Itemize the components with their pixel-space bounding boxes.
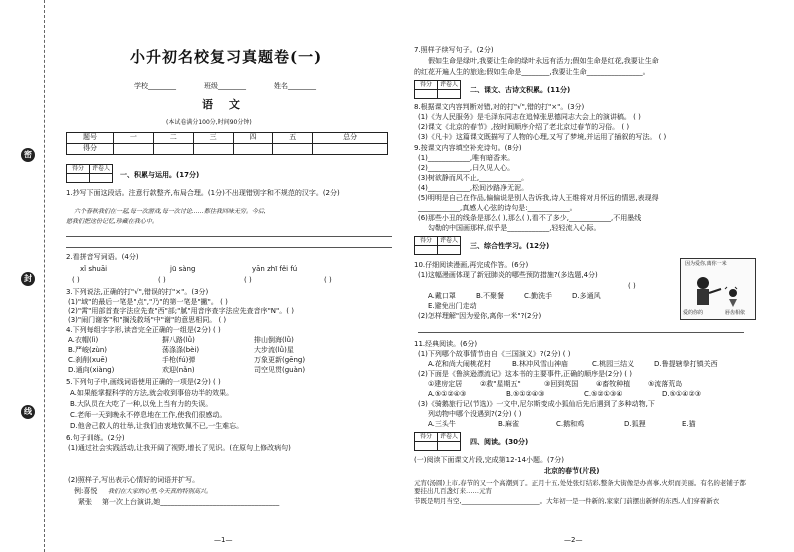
q11-1-option-b[interactable]: B.林冲风雪山神庙 bbox=[512, 360, 569, 368]
q10-answer-blank[interactable]: ( ) bbox=[628, 282, 636, 290]
q4-option-d-1[interactable]: D.通向(xiàng) bbox=[68, 366, 115, 374]
q4-option-d-2: 欢迎(nǎn) bbox=[162, 366, 195, 374]
q4-option-a-2: 摒八路(lǜ) bbox=[162, 336, 195, 344]
reading-1-title: 北京的春节(片段) bbox=[544, 467, 600, 475]
grader-person-cell[interactable] bbox=[90, 174, 113, 183]
q10-part1: (1)这幅漫画体现了新冠肺炎的哪些预防措施?(多选题,4分) bbox=[418, 271, 598, 279]
score-cell[interactable] bbox=[193, 144, 233, 155]
class-label: 班级________ bbox=[204, 82, 246, 90]
q9-item-6[interactable]: (6)那些小丑的线条是那么( ),那么( ),看不了多少,____________,不用墨线 bbox=[418, 214, 642, 222]
q9-prompt: 9.按课文内容填空补充诗句。(8分) bbox=[414, 144, 522, 152]
q4-option-c-2: 手枪(fú)弹 bbox=[162, 356, 196, 364]
q4-option-b-2: 荡涤涤(bèi) bbox=[162, 346, 200, 354]
name-label: 姓名________ bbox=[274, 82, 316, 90]
q3-item-1: (1)"域"的最后一笔是"点","乃"的第一笔是"撇"。 ( ) bbox=[68, 298, 228, 306]
q11-3-option-c[interactable]: C.鹅和鸡 bbox=[556, 420, 585, 428]
q11-2-option-a[interactable]: A.⑤①②④③ bbox=[428, 390, 467, 398]
q9-item-1[interactable]: (1)____________,唯有暗香来。 bbox=[418, 154, 515, 162]
q4-option-a-1[interactable]: A.衣帽(lì) bbox=[68, 336, 99, 344]
q5-option-d[interactable]: D.他舍己救人的壮举,让我们由衷地钦佩不已,一生难忘。 bbox=[70, 422, 244, 430]
grader-score-cell[interactable] bbox=[67, 174, 90, 183]
q6-prompt: 6.句子训练。(2分) bbox=[66, 434, 125, 442]
q2-pinyin-2: jū sàng bbox=[170, 265, 196, 273]
q3-prompt: 3.下列说法,正确的打"√",错误的打"×"。(3分) bbox=[66, 288, 209, 296]
q7-text-line2[interactable]: 的红花开遍人生的旅途;假如生命是________,我要让生命________________。 bbox=[414, 68, 650, 76]
q11-3-option-e[interactable]: E.猫 bbox=[682, 420, 696, 428]
q8-prompt: 8.根据课文内容判断对错,对的打"√",错的打"×"。(3分) bbox=[414, 103, 585, 111]
grader-score-cell[interactable] bbox=[415, 442, 438, 451]
q10-option-e[interactable]: E.避免出门走动 bbox=[428, 302, 477, 310]
q11-2-option-c[interactable]: C.⑤②①③④ bbox=[584, 390, 623, 398]
q11-2-item-4: ④畜牧种植 bbox=[596, 380, 631, 388]
q11-3-option-a[interactable]: A.三头牛 bbox=[428, 420, 456, 428]
q10-answer-line[interactable] bbox=[418, 332, 744, 333]
grader-score-cell[interactable] bbox=[415, 246, 438, 255]
covid-cartoon bbox=[680, 258, 756, 320]
score-cell[interactable] bbox=[114, 144, 154, 155]
q1-prompt: 1.抄写下面这段话。注意行款整齐,布局合理。(1分)不出现错别字和不规范的汉字。(2分) bbox=[66, 189, 340, 197]
score-cell[interactable] bbox=[313, 144, 388, 155]
q11-2-item-2: ②救"星期五" bbox=[480, 380, 521, 388]
q7-text-line1: 假如生命是绿叶,我要让生命的绿叶永远有活力;假如生命是红花,我要让生命 bbox=[428, 57, 659, 65]
score-header-cell: 总分 bbox=[313, 133, 388, 144]
q4-option-c-3: 万象更新(gēng) bbox=[254, 356, 306, 364]
grader-score-cell[interactable] bbox=[415, 90, 438, 99]
binding-margin bbox=[8, 0, 44, 552]
section-4-heading: 四、阅读。(30分) bbox=[470, 438, 529, 446]
binding-seal-1: 密 bbox=[21, 148, 35, 162]
binding-dashed-line bbox=[44, 0, 45, 552]
q11-part3: (3)《骑鹅旅行记(节选)》一文中,尼尔斯变成小狐仙后先后遇到了多种动物,下 bbox=[418, 400, 655, 408]
reading-1-paragraph-1: 元宵(汤圆)上市,春节的又一个高潮到了。正月十五,处处张灯结彩,整条大街像是办喜事,火炽而美丽。有名的老铺子都要挂出几百盏灯来……元宵 bbox=[414, 479, 746, 496]
q11-3-option-b[interactable]: B.麻雀 bbox=[498, 420, 520, 428]
q4-option-b-3: 大步流(lǜ)星 bbox=[254, 346, 294, 354]
section-3-heading: 三、综合性学习。(12分) bbox=[470, 242, 550, 250]
grader-person-label: 评卷人 bbox=[438, 237, 461, 246]
q10-prompt: 10.仔细阅读漫画,再完成作答。(6分) bbox=[414, 261, 529, 269]
q9-item-4[interactable]: (4)____________,松间沙路净无泥。 bbox=[418, 184, 529, 192]
q11-2-item-1: ①建房定居 bbox=[428, 380, 463, 388]
q10-option-c[interactable]: C.勤洗手 bbox=[524, 292, 553, 300]
binding-seal-3: 线 bbox=[21, 405, 35, 419]
grader-person-cell[interactable] bbox=[438, 246, 461, 255]
q11-prompt: 11.经典阅读。(6分) bbox=[414, 340, 478, 348]
reading-1-prompt: (一)阅读下面课文片段,完成第12-14小题。(7分) bbox=[414, 456, 564, 464]
q4-option-d-3: 司空见贯(guàn) bbox=[254, 366, 306, 374]
grader-box-1 bbox=[66, 164, 113, 183]
q11-1-option-d[interactable]: D.鲁提辖拳打镇关西 bbox=[654, 360, 718, 368]
q9-item-2[interactable]: (2)____________,曰久见人心。 bbox=[418, 164, 515, 172]
q5-option-a[interactable]: A.如果能掌握科学的方法,就会收到事倍功半的效果。 bbox=[70, 389, 234, 397]
q6-part1: (1)通过社会实践活动,让我开阔了视野,增长了见识。(在原句上修改病句) bbox=[68, 444, 291, 452]
q2-blank-1[interactable]: ( ) bbox=[72, 276, 80, 284]
q2-blank-4[interactable]: ( ) bbox=[324, 276, 332, 284]
grader-person-cell[interactable] bbox=[438, 90, 461, 99]
q4-option-c-1[interactable]: C.刹削(xuē) bbox=[68, 356, 108, 364]
q1-text-line2: 愿我们把这份记忆,珍藏在我心中。 bbox=[66, 218, 158, 225]
q11-part2: (2)下面是《鲁滨逊漂流记》这本书的主要事件,正确的顺序是(2分) ( ) bbox=[418, 370, 632, 378]
q8-item-3: (3)《凡卡》这篇课文既描写了人物的心理,又写了梦境,并运用了插叙的写法。 ( ) bbox=[418, 133, 667, 141]
grader-score-label: 得分 bbox=[415, 237, 438, 246]
q11-3-option-d[interactable]: D.狐狸 bbox=[624, 420, 646, 428]
grader-person-cell[interactable] bbox=[438, 442, 461, 451]
score-header-cell: 四 bbox=[233, 133, 273, 144]
q10-option-b[interactable]: B.不聚餐 bbox=[476, 292, 505, 300]
grader-person-label: 评卷人 bbox=[438, 81, 461, 90]
cartoon-caption-top: 因为爱你,离你一米 bbox=[685, 261, 727, 267]
grader-person-label: 评卷人 bbox=[438, 433, 461, 442]
q10-option-a[interactable]: A.戴口罩 bbox=[428, 292, 456, 300]
q11-2-item-5: ⑤流落荒岛 bbox=[648, 380, 683, 388]
q3-item-3: (3)"闹门谢客"和"搁浅救场"中"谢"的意思相同。 ( ) bbox=[68, 316, 227, 324]
cartoon-caption-left: 爱的你的 bbox=[683, 310, 704, 316]
q1-text-line1: 六个春秋我们在一起,每一次游戏,每一次讨论……都往我回味无穷。今后, bbox=[74, 208, 266, 215]
score-header-cell: 五 bbox=[273, 133, 313, 144]
q11-2-option-d[interactable]: D.⑤①④②③ bbox=[662, 390, 701, 398]
q9-item-6-tail[interactable]: 勾勒的中国画那样,似乎是____________,轻轻流入心际。 bbox=[428, 224, 601, 232]
q10-option-d[interactable]: D.多通风 bbox=[572, 292, 601, 300]
q6-example-text: 我们在大家的心里,今天真的特别高兴。 bbox=[108, 488, 212, 495]
q11-1-option-c[interactable]: C.桃园三结义 bbox=[592, 360, 635, 368]
q6-example2-text[interactable]: 第一次上台演讲,她__________________________________ bbox=[102, 498, 280, 506]
score-table-header bbox=[67, 133, 388, 144]
page-number-right: —2— bbox=[564, 536, 583, 544]
score-table bbox=[66, 132, 388, 155]
score-header-cell: 二 bbox=[153, 133, 193, 144]
q4-option-b-1[interactable]: B.严峻(zùn) bbox=[68, 346, 108, 354]
q9-item-5-cont[interactable]: ____________,真感人心弦的诗句是:____________。 bbox=[418, 204, 577, 212]
q2-pinyin-3: yān zhī fěi fú bbox=[252, 265, 298, 273]
grader-person-label: 评卷人 bbox=[90, 165, 113, 174]
q11-part1: (1)下列哪个故事情节由自《三国演义》?(2分) ( ) bbox=[418, 350, 571, 358]
q2-blank-2[interactable]: ( ) bbox=[158, 276, 166, 284]
school-label: 学校________ bbox=[134, 82, 176, 90]
grader-box-3 bbox=[414, 236, 461, 255]
grader-score-label: 得分 bbox=[415, 81, 438, 90]
binding-seal-2: 封 bbox=[21, 272, 35, 286]
q11-2-option-b[interactable]: B.⑤①②④③ bbox=[506, 390, 545, 398]
q8-item-1: (1)《为人民服务》是毛泽东同志在追悼张思德同志大会上的演讲稿。 ( ) bbox=[418, 113, 641, 121]
reading-1-paragraph-2: 节既是明月当空,________________________。大年初一是一件新的,家家门前摆出新鲜的东西,人们穿着新衣 bbox=[414, 497, 720, 505]
section-2-heading: 二、课文、古诗文积累。(11分) bbox=[470, 86, 571, 94]
grader-box-4 bbox=[414, 432, 461, 451]
q5-prompt: 5.下列句子中,画线词语使用正确的一项是(2分) ( ) bbox=[66, 378, 221, 386]
subject-title: 语 文 bbox=[202, 98, 246, 111]
q11-2-item-3: ③回到英国 bbox=[544, 380, 579, 388]
section-1-heading: 一、积累与运用。(17分) bbox=[120, 171, 200, 179]
q2-pinyin-1: xǐ shuāi bbox=[80, 265, 108, 273]
q11-1-option-a[interactable]: A.花和尚大闹桃花村 bbox=[428, 360, 491, 368]
q9-item-5: (5)明明是自己在作品,偏偏说是别人告诉我,诗人王维将对月怀远的情思,表现得 bbox=[418, 194, 659, 202]
q5-option-b[interactable]: B.大队员在大吃了一种,以免上当有力的失误。 bbox=[70, 400, 213, 408]
grader-score-label: 得分 bbox=[67, 165, 90, 174]
score-header-cell: 三 bbox=[193, 133, 233, 144]
score-table-row bbox=[67, 144, 388, 155]
score-cell[interactable] bbox=[153, 144, 193, 155]
score-header-cell: 题号 bbox=[67, 133, 114, 144]
score-cell[interactable] bbox=[233, 144, 273, 155]
q3-item-2: (2)"霄"用部首查字法应先查"西"部;"腻"用音序查字法应先查音序"N"。( ) bbox=[68, 307, 294, 315]
score-row-label: 得分 bbox=[67, 144, 114, 155]
q2-blank-3[interactable]: ( ) bbox=[244, 276, 252, 284]
q10-part2: (2)怎样理解"因为爱你,离你一米"?(2分) bbox=[418, 312, 542, 320]
cartoon-caption-right: 唇齿相依 bbox=[725, 310, 746, 316]
q8-item-2: (2)课文《北京的春节》,按时间顺序介绍了老北京过春节的习俗。 ( ) bbox=[418, 123, 630, 131]
grader-box-2 bbox=[414, 80, 461, 99]
q6-part2: (2)照样子,写出表示心情好的词语并扩写。 bbox=[68, 476, 200, 484]
score-header-cell: 一 bbox=[114, 133, 154, 144]
q1-answer-line[interactable] bbox=[66, 247, 392, 248]
q4-prompt: 4.下列每组字字形,读音完全正确的一组是(2分) ( ) bbox=[66, 326, 221, 334]
q5-option-c[interactable]: C.老师一天到晚永不停息地在工作,使我们很感动。 bbox=[70, 411, 227, 419]
q1-answer-line[interactable] bbox=[66, 236, 392, 237]
q2-prompt: 2.看拼音写词语。(4分) bbox=[66, 253, 139, 261]
q9-item-3[interactable]: (3)树欲静而风不止,____________。 bbox=[418, 174, 529, 182]
page-number-left: —1— bbox=[214, 536, 233, 544]
score-cell[interactable] bbox=[273, 144, 313, 155]
exam-info: (本试卷满分100分,时间90分钟) bbox=[166, 119, 252, 126]
left-page bbox=[58, 0, 394, 552]
q6-example-label: 例:喜悦 bbox=[74, 487, 98, 495]
q11-part3-cont: 列动物中哪个没遇到?(2分) ( ) bbox=[428, 410, 522, 418]
page-title: 小升初名校复习真题卷(一) bbox=[130, 48, 323, 66]
q4-option-a-3: 排山倒海(lǜ) bbox=[254, 336, 294, 344]
right-page bbox=[414, 0, 754, 552]
q6-example2-label: 紧张 bbox=[78, 498, 92, 506]
grader-score-label: 得分 bbox=[415, 433, 438, 442]
q7-prompt: 7.照样子续写句子。(2分) bbox=[414, 46, 494, 54]
